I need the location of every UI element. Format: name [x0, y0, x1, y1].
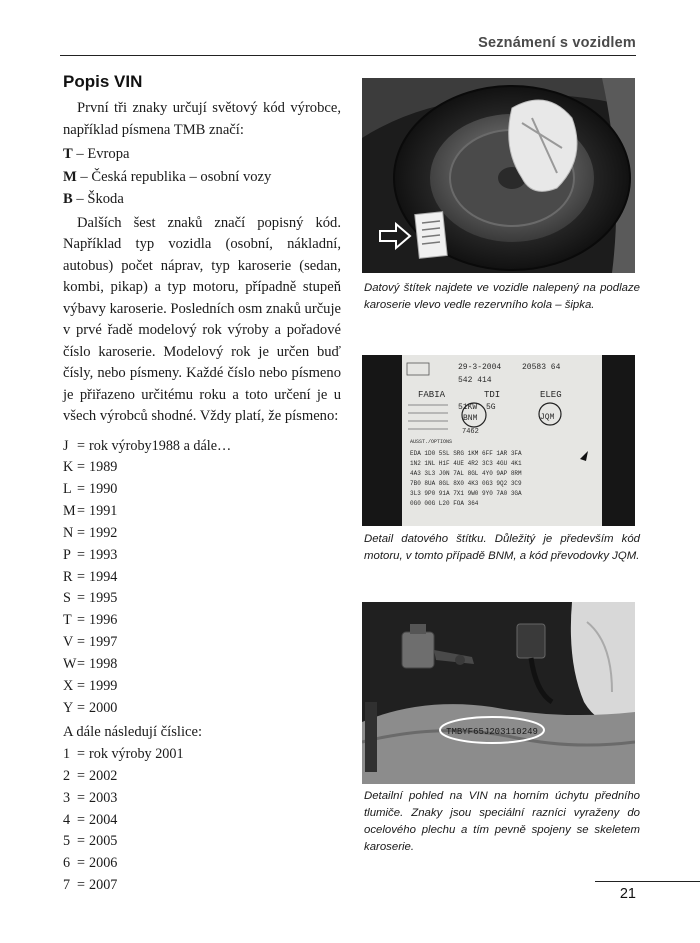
year-eq: = — [77, 481, 86, 498]
label-extra: 7462 — [462, 428, 479, 436]
list-item — [63, 766, 341, 788]
year-code: N — [63, 524, 74, 541]
list-item — [63, 632, 341, 654]
label-engine-code: BNM — [463, 414, 478, 423]
label-gearbox-code: JQM — [540, 413, 555, 422]
year-eq: = — [77, 877, 86, 894]
label-equipment-line: 7B0 8UA 8GL 8X0 4K3 0G3 9Q2 3C9 — [410, 480, 522, 487]
list-item — [63, 567, 341, 589]
year-eq: = — [77, 590, 86, 607]
year-code: S — [63, 590, 71, 607]
list-item — [63, 479, 341, 501]
year-eq: = — [77, 612, 86, 629]
year-value: 1995 — [89, 590, 118, 607]
code-meaning: – Škoda — [72, 191, 124, 207]
list-item — [63, 853, 341, 875]
year-eq: = — [77, 655, 86, 672]
year-eq: = — [77, 634, 86, 651]
label-equipment-line: 3L3 9P0 91A 7X1 9W0 9Y0 7A0 3GA — [410, 490, 522, 497]
footer-rule — [595, 881, 700, 882]
year-value: 1994 — [89, 568, 118, 585]
year-value: 1996 — [89, 612, 118, 629]
year-value: rok výroby1988 a dále… — [89, 437, 232, 454]
figure-caption: Detail datového štítku. Důležitý je především kód motoru, v tomto případě BNM, a kód převodovky JQM. — [364, 533, 640, 562]
year-value: 1993 — [89, 546, 118, 563]
year-code: M — [63, 503, 76, 520]
year-code: 5 — [63, 833, 71, 850]
label-engine-type: TDI — [484, 390, 501, 400]
list-item — [63, 875, 341, 897]
figure-caption: Detailní pohled na VIN na horním úchytu předního tlumiče. Znaky jsou speciální razníci vyraženy do ocelového plechu a tím pevně spojeny se skeletem karoserie. — [364, 790, 640, 853]
year-value: 2000 — [89, 699, 118, 716]
year-value: 2003 — [89, 789, 118, 806]
year-value: 2002 — [89, 767, 118, 784]
page-number: 21 — [619, 886, 636, 902]
code-line — [63, 167, 341, 189]
code-line — [63, 144, 341, 166]
year-value: 1997 — [89, 634, 118, 651]
year-eq: = — [77, 546, 86, 563]
year-code: 4 — [63, 811, 71, 828]
header-rule — [60, 55, 636, 56]
year-eq: = — [77, 524, 86, 541]
list-item — [63, 436, 341, 458]
list-item — [63, 501, 341, 523]
label-date: 29-3-2004 — [458, 363, 502, 372]
year-value: 2006 — [89, 855, 118, 872]
digits-intro: A dále následují číslice: — [63, 724, 203, 741]
year-eq: = — [77, 677, 86, 694]
vin-engraving: TMBYF65J203110249 — [446, 727, 538, 737]
list-item — [63, 676, 341, 698]
code-letter: T — [63, 146, 73, 162]
year-eq: = — [77, 503, 86, 520]
label-equipment-header: AUSST./OPTIONS — [410, 439, 453, 445]
year-code: R — [63, 568, 73, 585]
code-line — [63, 189, 341, 211]
figure-caption: Datový štítek najdete ve vozidle nalepený na podlaze karoserie vlevo vedle rezervního kola – šipka. — [364, 282, 640, 311]
year-eq: = — [77, 745, 86, 762]
label-model: FABIA — [418, 390, 446, 400]
year-eq: = — [77, 699, 86, 716]
section-title: Popis VIN — [63, 72, 143, 91]
list-item — [63, 610, 341, 632]
spare-wheel-illustration — [362, 78, 635, 273]
label-equipment-line: 0G0 00G L20 FOA 364 — [410, 500, 479, 507]
year-value: 1991 — [89, 503, 118, 520]
list-item — [63, 588, 341, 610]
code-meaning: – Česká republika – osobní vozy — [76, 168, 272, 185]
year-value: 2004 — [89, 811, 118, 828]
list-item — [63, 698, 341, 720]
list-item — [63, 788, 341, 810]
year-eq: = — [77, 811, 86, 828]
year-value: 1992 — [89, 524, 118, 541]
code-letter: B — [63, 191, 73, 207]
year-code: Y — [63, 699, 74, 716]
year-value: rok výroby 2001 — [89, 745, 184, 762]
figure-spare-wheel-photo — [362, 78, 635, 273]
year-eq: = — [77, 459, 86, 476]
list-item — [63, 744, 341, 766]
year-code: X — [63, 677, 74, 694]
vin-engraving-illustration — [362, 602, 635, 784]
year-value: 1998 — [89, 655, 118, 672]
list-item — [63, 831, 341, 853]
data-label-illustration — [362, 355, 635, 526]
code-meaning: – Evropa — [72, 146, 130, 162]
year-value: 2007 — [89, 877, 118, 894]
year-value: 2005 — [89, 833, 118, 850]
year-eq: = — [77, 437, 86, 454]
year-code: P — [63, 546, 71, 563]
year-value: 1990 — [89, 481, 118, 498]
running-header: Seznámení s vozidlem — [478, 35, 636, 51]
year-value: 1999 — [89, 677, 118, 694]
year-code: J — [63, 437, 69, 454]
year-eq: = — [77, 789, 86, 806]
year-code: 7 — [63, 877, 71, 894]
figure-vin-photo — [362, 602, 635, 784]
list-item — [63, 523, 341, 545]
code-letter: M — [63, 168, 77, 185]
letter-year-list — [63, 436, 341, 720]
year-code: 3 — [63, 789, 71, 806]
digit-year-list — [63, 744, 341, 897]
year-code: 2 — [63, 767, 71, 784]
year-code: W — [63, 655, 77, 672]
year-eq: = — [77, 833, 86, 850]
year-code: V — [63, 634, 74, 651]
label-equipment-line: 4A3 3L3 J0N 7AL 8GL 4Y0 9AP 8RM — [410, 470, 522, 477]
list-item — [63, 810, 341, 832]
year-code: T — [63, 612, 72, 629]
label-equipment-line: EDA 1D0 5SL SRG 1KM 6FF 1AR 3FA — [410, 450, 522, 457]
label-trim: ELEG — [540, 390, 562, 400]
label-gears: 5G — [486, 403, 496, 412]
list-item — [63, 545, 341, 567]
year-value: 1989 — [89, 459, 118, 476]
list-item — [63, 654, 341, 676]
year-code: L — [63, 481, 72, 498]
intro-paragraph: První tři znaky určují světový kód výrobce, například písmena TMB značí: — [63, 100, 341, 138]
year-code: 1 — [63, 745, 71, 762]
label-equipment-line: 1N2 1NL H1F 4UE 4R2 3C3 4GU 4K1 — [410, 460, 522, 467]
body-paragraph: Dalších šest znaků značí popisný kód. Například typ vozidla (osobní, nákladní, autobus) počet náprav, typ karoserie (sedan, kombi, pikap) a typ motoru, případně stupeň výbavy karoserie. Posledních osm znaků určuje v prvé řadě modelový rok výroby a pořadové číslo karoserie. Modelový rok je určen buď čísly, nebo písmeny. Každé číslo nebo písmeno je přiřazeno určitému roku a toto určení je u všech výrobců shodné. Vždy platí, že písmeno: — [63, 214, 342, 424]
label-number: 20583 64 — [522, 363, 561, 372]
figure-data-label-photo — [362, 355, 635, 526]
label-power: 51KW — [458, 403, 478, 412]
year-code: 6 — [63, 855, 71, 872]
year-eq: = — [77, 855, 86, 872]
label-code: 542 414 — [458, 376, 492, 385]
list-item — [63, 457, 341, 479]
year-code: K — [63, 459, 74, 476]
year-eq: = — [77, 767, 86, 784]
year-eq: = — [77, 568, 86, 585]
text-column — [63, 72, 341, 897]
